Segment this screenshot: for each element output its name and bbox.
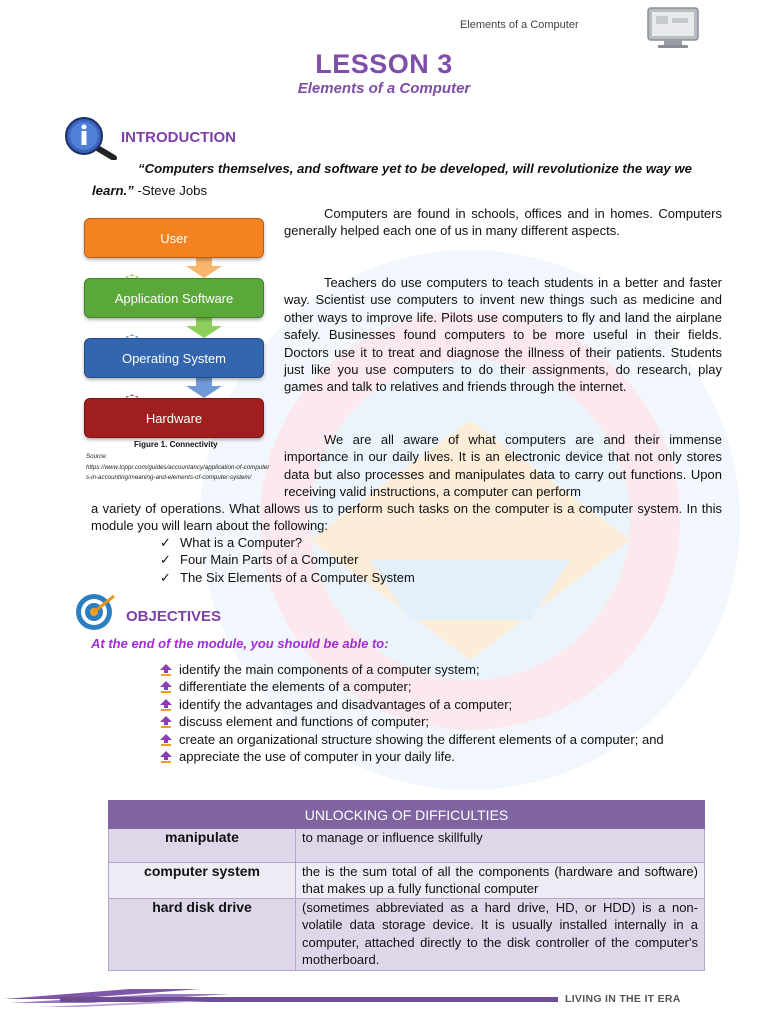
introduction-heading: INTRODUCTION	[121, 129, 236, 146]
table-heading: UNLOCKING OF DIFFICULTIES	[109, 801, 705, 829]
vocab-term: manipulate	[109, 829, 296, 863]
application-software-block	[84, 278, 264, 318]
down-arrow-user-to-app	[186, 258, 222, 278]
figure-source-label: Source:	[86, 453, 108, 460]
hardware-block	[84, 398, 264, 438]
target-icon	[72, 592, 118, 632]
arrow-bullet-icon	[160, 681, 172, 693]
vocab-definition: the is the sum total of all the components (hardware and software) that makes up a fully functional computer	[296, 863, 705, 899]
objectives-heading: OBJECTIVES	[126, 608, 222, 625]
down-arrow-os-to-hw	[186, 378, 222, 398]
intro-paragraph-2	[284, 274, 722, 396]
figure-source-url[interactable]: https://www.toppr.com/guides/accountancy/application-of-computers-in-accounting/meaning-and-elements-of-computer-system/	[86, 463, 270, 481]
operating-system-label: Operating System	[121, 350, 227, 366]
steve-jobs-quote	[92, 158, 724, 202]
vocab-definition: (sometimes abbreviated as a hard drive, HD, or HDD) is a non-volatile data storage device. It is usually installed internally in a computer, attached directly to the disk controller of the computer's motherboard.	[296, 899, 705, 971]
arrow-bullet-icon	[160, 716, 172, 728]
list-item: create an organizational structure showing the different elements of a computer; and	[160, 731, 720, 748]
intro-paragraph-1	[284, 205, 722, 240]
list-item: ✓ The Six Elements of a Computer System	[160, 569, 415, 585]
list-item: ✓ What is a Computer?	[160, 535, 303, 550]
intro-paragraph-1-text: Computers are found in schools, offices and in homes. Computers generally helped each one of us in many different aspects.	[284, 206, 722, 239]
list-item: identify the advantages and disadvantages of a computer;	[160, 696, 720, 713]
objectives-intro: At the end of the module, you should be able to:	[91, 636, 389, 651]
figure-source	[86, 452, 271, 484]
intro-paragraph-3a-text: We are all aware of what computers are and their immense importance in our daily lives. It is an electronic device that not only stores data but also processes and manipulates data to carry out functions. Upon receiving valid instructions, a computer can perform	[284, 432, 722, 500]
arrow-bullet-icon	[160, 664, 172, 676]
table-row	[109, 899, 705, 971]
running-header: Elements of a Computer	[460, 19, 579, 31]
computer-monitor-icon	[646, 6, 700, 50]
application-software-label: Application Software	[114, 290, 234, 306]
list-item: identify the main components of a computer system;	[160, 661, 720, 678]
table-row	[109, 863, 705, 899]
intro-paragraph-3b	[91, 500, 722, 535]
vocab-term: hard disk drive	[109, 899, 296, 971]
list-item: ✓ Four Main Parts of a Computer	[160, 552, 359, 568]
quote-text: “Computers themselves, and software yet to be developed, will revolutionize the way we learn.”	[92, 161, 693, 198]
connectivity-diagram	[80, 216, 266, 440]
unlocking-difficulties-table	[108, 800, 705, 971]
checkmark-icon: ✓	[160, 535, 171, 550]
objectives-list	[160, 661, 720, 765]
module-topics-list	[160, 534, 415, 586]
down-arrow-app-to-os	[186, 318, 222, 338]
arrow-bullet-icon	[160, 699, 172, 711]
vocab-definition: to manage or influence skillfully	[296, 829, 705, 863]
footer-label: LIVING IN THE IT ERA	[565, 993, 681, 1005]
arrow-bullet-icon	[160, 751, 172, 763]
user-block-label: User	[160, 230, 188, 246]
list-item: appreciate the use of computer in your daily life.	[160, 748, 720, 765]
intro-paragraph-3b-text: a variety of operations. What allows us to perform such tasks on the computer is a computer system. In this module you will learn about the following:	[91, 501, 722, 534]
vocab-term: computer system	[109, 863, 296, 899]
arrow-bullet-icon	[160, 734, 172, 746]
quote-author: -Steve Jobs	[133, 183, 208, 198]
lesson-subtitle: Elements of a Computer	[297, 80, 471, 97]
table-row	[109, 829, 705, 863]
hardware-label: Hardware	[145, 410, 203, 426]
info-magnifier-icon	[64, 116, 120, 160]
lesson-title: LESSON 3	[315, 49, 453, 79]
checkmark-icon: ✓	[160, 552, 171, 568]
operating-system-block	[84, 338, 264, 378]
user-block	[84, 218, 264, 258]
figure-caption: Figure 1. Connectivity	[134, 440, 218, 449]
intro-paragraph-3a	[284, 431, 722, 501]
intro-paragraph-2-text: Teachers do use computers to teach students in a better and faster way. Scientist use computers to invent new things such as medicine and other ways to improve life. Pilots use computers to fly and land the airplane safely. Businesses found computers to be more useful in their fields. Doctors use it to treat and diagnose the illness of their patients. Students just like you use computers to do their assignments, do research, play games and talk to relatives and friends through the internet.	[284, 275, 722, 395]
checkmark-icon: ✓	[160, 569, 171, 585]
list-item: differentiate the elements of a computer;	[160, 678, 720, 695]
list-item: discuss element and functions of computer;	[160, 713, 720, 730]
